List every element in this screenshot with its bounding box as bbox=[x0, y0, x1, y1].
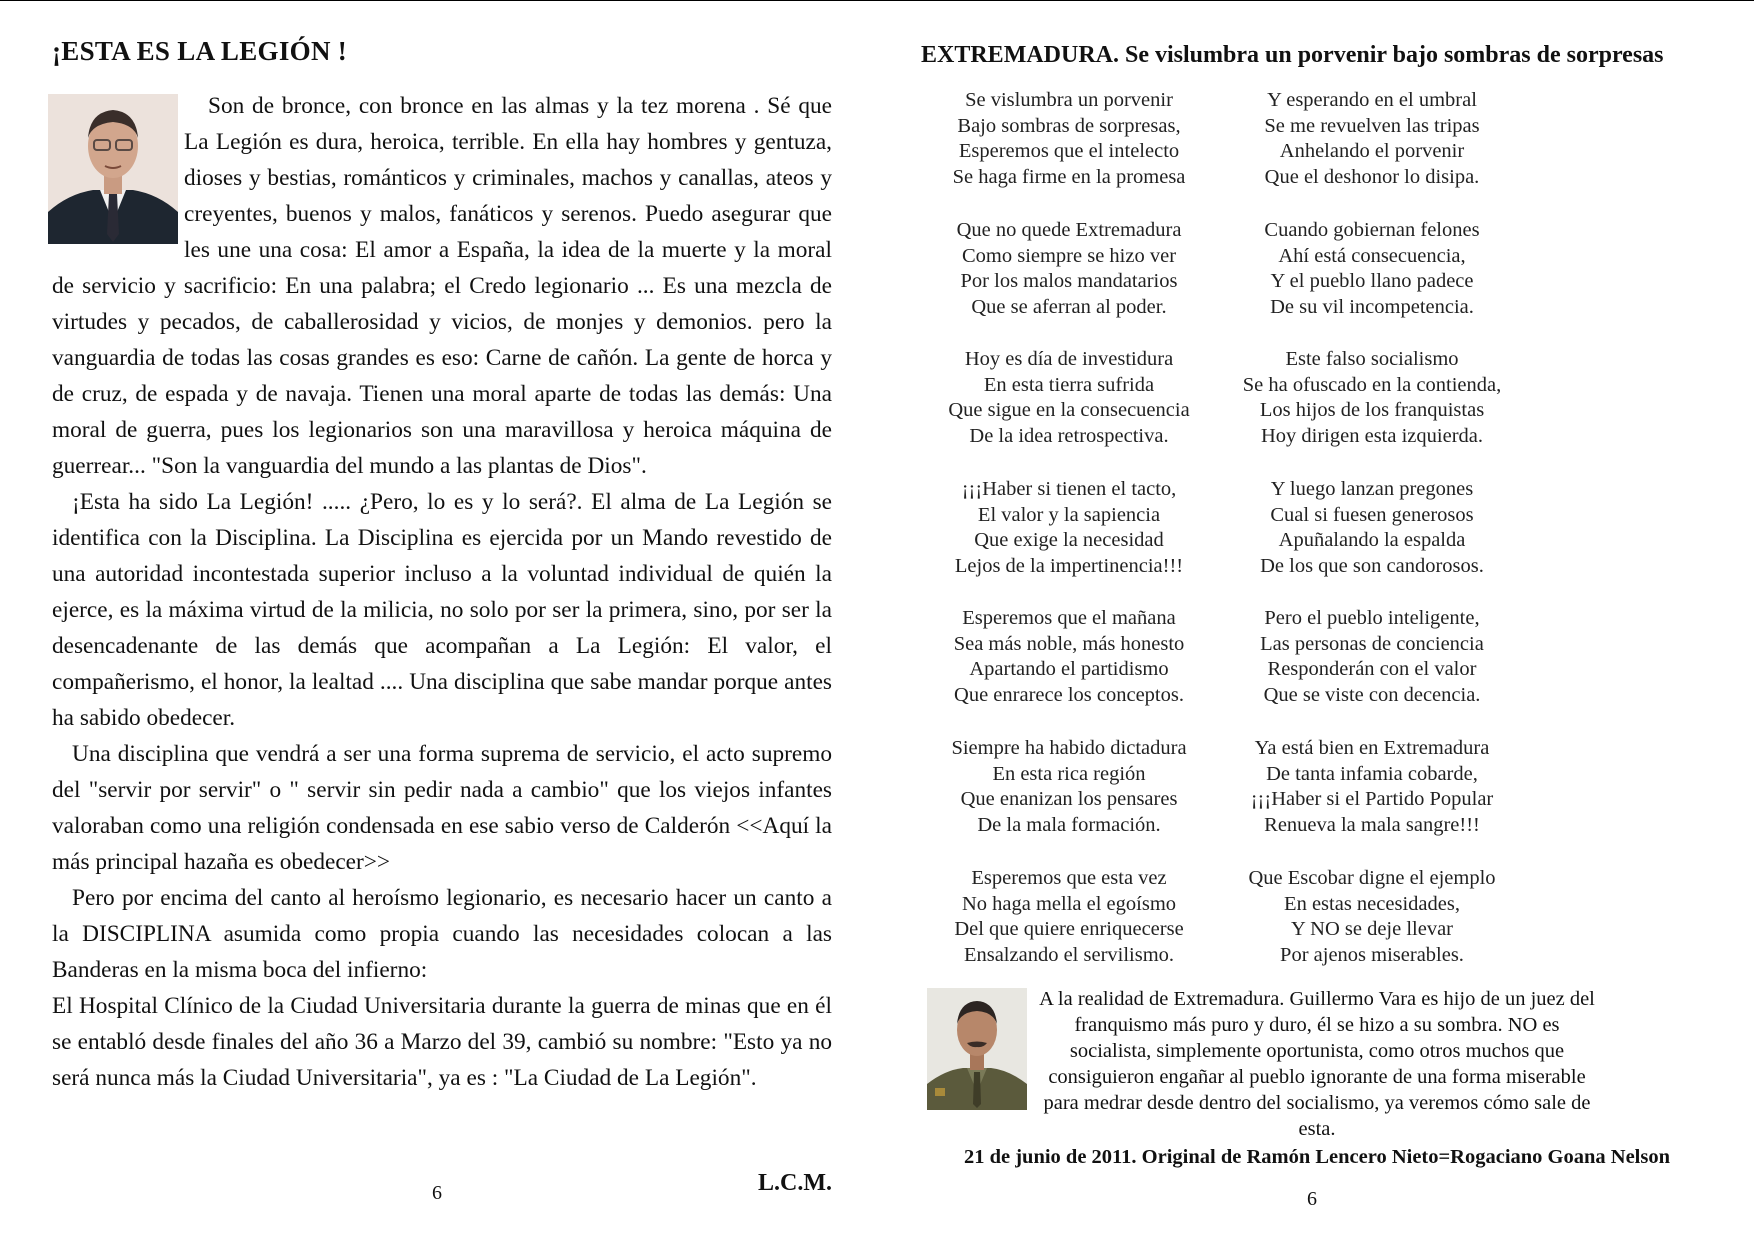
article-paragraph: Pero por encima del canto al heroísmo legionario, es necesario hacer un canto a la DISCIPLINA asumida como propia cuando las necesidades colocan a las Banderas en la misma boca del infierno: bbox=[52, 885, 832, 983]
poem-line: En esta tierra sufrida bbox=[983, 373, 1155, 396]
poem-line: Que enanizan los pensares bbox=[960, 788, 1178, 811]
poem-stanza bbox=[1222, 347, 1522, 450]
poem-line: Se me revuelven las tripas bbox=[1264, 114, 1480, 137]
poem-stanza bbox=[1222, 88, 1522, 191]
poem-line: Se haga firme en la promesa bbox=[952, 166, 1186, 189]
poem-line: Por ajenos miserables. bbox=[1280, 944, 1464, 967]
officer-portrait-photo bbox=[927, 988, 1027, 1110]
poem-line: Las personas de conciencia bbox=[1260, 632, 1484, 655]
poem-stanza bbox=[919, 736, 1219, 839]
article-paragraph: El Hospital Clínico de la Ciudad Universitaria durante la guerra de minas que en él se entabló desde finales del año 36 a Marzo del 39, cambió su nombre: "Esto ya no será nunca más la Ciudad Universitaria", ya es : "La Ciudad de La Legión". bbox=[52, 993, 832, 1091]
poem-line: Que se aferran al poder. bbox=[971, 296, 1167, 319]
page-number: 6 bbox=[432, 1182, 442, 1204]
author-signature: L.C.M. bbox=[758, 1170, 832, 1196]
poem-line: Esperemos que el intelecto bbox=[958, 140, 1180, 163]
poem-stanza bbox=[919, 866, 1219, 969]
poem-stanza bbox=[919, 477, 1219, 580]
article-body bbox=[52, 88, 832, 1096]
poem-line: Ahí está consecuencia, bbox=[1278, 244, 1466, 267]
poem-line: Sea más noble, más honesto bbox=[953, 632, 1185, 655]
poem-line: Anhelando el porvenir bbox=[1279, 140, 1465, 163]
poem-line: De tanta infamia cobarde, bbox=[1266, 762, 1478, 785]
poem-line: Esperemos que el mañana bbox=[962, 607, 1176, 629]
poem-line: Se ha ofuscado en la contienda, bbox=[1242, 373, 1502, 396]
page-number: 6 bbox=[1307, 1188, 1317, 1210]
poem-line: Los hijos de los franquistas bbox=[1259, 399, 1485, 422]
poem-line: Hoy es día de investidura bbox=[964, 348, 1174, 370]
poem-line: De los que son candorosos. bbox=[1260, 555, 1484, 578]
poem-line: Que Escobar digne el ejemplo bbox=[1248, 867, 1496, 889]
poem-line: Cuando gobiernan felones bbox=[1264, 219, 1480, 241]
poem-line: Siempre ha habido dictadura bbox=[951, 737, 1187, 759]
poem-line: Que el deshonor lo disipa. bbox=[1264, 166, 1480, 189]
poem-line: Por los malos mandatarios bbox=[960, 270, 1178, 293]
military-man-portrait-icon bbox=[927, 988, 1027, 1110]
article-paragraph: Una disciplina que vendrá a ser una forma suprema de servicio, el acto supremo del "servir por servir" o " servir sin pedir nada a cambio" que los viejos infantes valoraban como una religión condensada en ese sabio verso de Calderón <<Aquí la más principal hazaña es obedecer>> bbox=[52, 741, 832, 875]
poem-line: De su vil incompetencia. bbox=[1270, 296, 1474, 319]
poem-stanza bbox=[1222, 218, 1522, 321]
poem-line: Hoy dirigen esta izquierda. bbox=[1260, 425, 1483, 448]
poem-line: Y NO se deje llevar bbox=[1290, 918, 1454, 941]
poem-line: Este falso socialismo bbox=[1285, 348, 1459, 370]
poem-line: Bajo sombras de sorpresas, bbox=[957, 114, 1181, 137]
poem-stanza bbox=[919, 606, 1219, 709]
date-credit-line: 21 de junio de 2011. Original de Ramón Lencero Nieto=Rogaciano Goana Nelson bbox=[963, 1146, 1671, 1168]
poem-line: Que exige la necesidad bbox=[974, 529, 1164, 552]
article-paragraph: Son de bronce, con bronce en las almas y la tez morena . Sé que La Legión es dura, heroica, terrible. En ella hay hombres y gentuza, dioses y bestias, románticos y criminales, machos y canallas, ateos y creyentes, buenos y malos, fanáticos y serenos. Puedo asegurar que les une una cosa: El amor a España, la idea de la muerte y la moral de servicio y sacrificio: En una palabra; el Credo legionario ... Es una mezcla de virtudes y pecados, de caballerosidad y vicios, de monjes y demonios. pero la vanguardia de todas las cosas grandes es eso: Carne de cañón. La gente de horca y de cruz, de espada y de navaja. Tienen una moral aparte de todas las demás: Una moral de guerra, pues los legionarios son una maravillosa y heroica máquina de guerrear... "Son la vanguardia del mundo a las plantas de Dios". bbox=[52, 93, 832, 479]
poem-stanza bbox=[1222, 866, 1522, 969]
poem-line: Que enrarece los conceptos. bbox=[954, 684, 1184, 707]
poem-line: Se vislumbra un porvenir bbox=[965, 89, 1173, 111]
right-page bbox=[877, 0, 1754, 1240]
poem-line: Esperemos que esta vez bbox=[971, 867, 1167, 889]
article-title: ¡ESTA ES LA LEGIÓN ! bbox=[52, 36, 348, 66]
poem-line: En estas necesidades, bbox=[1284, 892, 1460, 915]
poem-title: EXTREMADURA. Se vislumbra un porvenir bajo sombras de sorpresas bbox=[921, 42, 1664, 68]
poem-line: Apuñalando la espalda bbox=[1278, 529, 1466, 552]
article-paragraph: ¡Esta ha sido La Legión! ..... ¿Pero, lo es y lo será?. El alma de La Legión se identifica con la Disciplina. La Disciplina es ejercida por un Mando revestido de una autoridad incontestada superior incluso a la voluntad individual de quién la ejerce, es la máxima virtud de la milicia, no solo por ser la primera, sino, por ser la desencadenante de las demás que acompañan a La Legión: El valor, el compañerismo, el honor, la lealtad .... Una disciplina que sabe mandar porque antes ha sabido obedecer. bbox=[52, 489, 832, 731]
poem-line: ¡¡¡Haber si tienen el tacto, bbox=[961, 478, 1177, 500]
poem-line: Ensalzando el servilismo. bbox=[963, 944, 1175, 967]
poem-line: ¡¡¡Haber si el Partido Popular bbox=[1250, 788, 1494, 811]
poem-line: Y esperando en el umbral bbox=[1267, 89, 1477, 111]
poem-stanza bbox=[1222, 606, 1522, 709]
poem-line: No haga mella el egoísmo bbox=[961, 892, 1177, 915]
poem-stanza bbox=[919, 218, 1219, 321]
poem-line: Que se viste con decencia. bbox=[1263, 684, 1481, 707]
poem-line: Apartando el partidismo bbox=[969, 658, 1169, 681]
poem-line: En esta rica región bbox=[992, 762, 1146, 785]
poem-line: Que sigue en la consecuencia bbox=[948, 399, 1190, 422]
poem-line: Renueva la mala sangre!!! bbox=[1264, 814, 1480, 837]
poem-stanza bbox=[919, 88, 1219, 191]
poem-stanza bbox=[1222, 736, 1522, 839]
poem-line: De la idea retrospectiva. bbox=[969, 425, 1169, 448]
poem-line: Ya está bien en Extremadura bbox=[1254, 737, 1490, 759]
poem-stanza bbox=[919, 347, 1219, 450]
poem-line: Del que quiere enriquecerse bbox=[954, 918, 1184, 941]
poem-line: Responderán con el valor bbox=[1267, 658, 1477, 681]
poem-line: Cual si fuesen generosos bbox=[1270, 503, 1474, 526]
poem-stanza bbox=[1222, 477, 1522, 580]
poem-line: Que no quede Extremadura bbox=[956, 219, 1182, 241]
author-note: A la realidad de Extremadura. Guillermo Vara es hijo de un juez del franquismo más puro y duro, él se hizo a su sombra. NO es socialista, simplemente oportunista, como otros muchos que consiguieron engañar al pueblo ignorante de una forma miserable para medrar desde dentro del socialismo, ya veremos cómo sale de esta. bbox=[1039, 988, 1595, 1140]
poem-line: De la mala formación. bbox=[977, 814, 1161, 837]
poem-line: Pero el pueblo inteligente, bbox=[1264, 607, 1480, 629]
poem-line: El valor y la sapiencia bbox=[977, 503, 1161, 526]
poem-line: Y luego lanzan pregones bbox=[1270, 478, 1474, 500]
poem-line: Y el pueblo llano padece bbox=[1270, 270, 1474, 293]
portrait-space bbox=[52, 90, 184, 250]
poem-line: Como siempre se hizo ver bbox=[961, 244, 1177, 267]
poem-line: Lejos de la impertinencia!!! bbox=[954, 555, 1184, 578]
